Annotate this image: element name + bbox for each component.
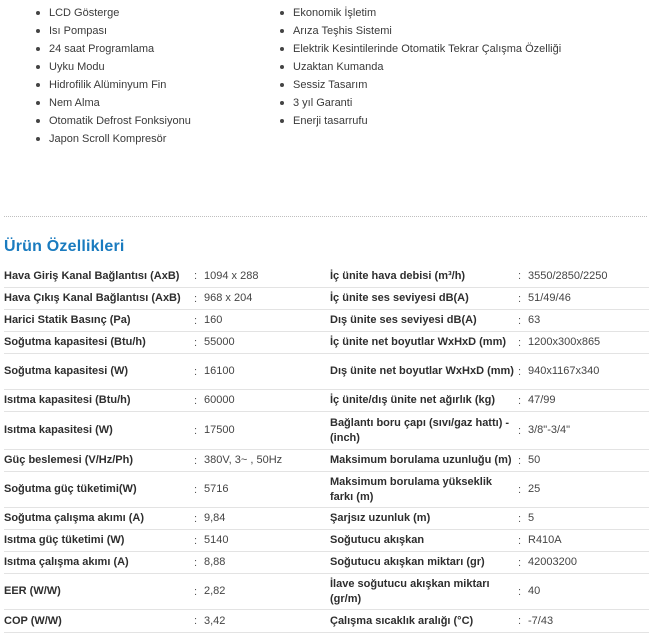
- spec-separator: :: [518, 483, 522, 496]
- spec-cell-left: [4, 265, 326, 287]
- spec-separator: :: [194, 454, 198, 467]
- feature-label: Nem Alma: [49, 97, 100, 109]
- spec-label: İç ünite net boyutlar WxHxD (mm): [330, 336, 507, 348]
- feature-item: [280, 58, 561, 76]
- feature-item: [280, 22, 561, 40]
- spec-row: [4, 450, 649, 472]
- bullet-icon: [36, 137, 40, 141]
- bullet-icon: [280, 47, 284, 51]
- spec-separator: :: [518, 424, 522, 437]
- spec-label: Dış ünite ses seviyesi dB(A): [330, 314, 477, 326]
- spec-label: Güç beslemesi (V/Hz/Ph): [4, 454, 133, 466]
- spec-label: Isıtma güç tüketimi (W): [4, 534, 125, 546]
- features-section: [0, 0, 651, 150]
- feature-item: [36, 112, 191, 130]
- spec-value: 1094 x 288: [204, 269, 259, 282]
- spec-cell-right: [326, 288, 649, 309]
- bullet-icon: [36, 65, 40, 69]
- spec-cell-left: [4, 530, 326, 551]
- spec-cell-right: [326, 610, 649, 632]
- spec-value: 5: [528, 512, 535, 524]
- spec-cell-right: [326, 472, 649, 507]
- spec-cell-left: [4, 508, 326, 529]
- bullet-icon: [36, 47, 40, 51]
- bullet-icon: [36, 11, 40, 15]
- bullet-icon: [280, 83, 284, 87]
- spec-cell-right: [326, 310, 649, 331]
- feature-item: [280, 4, 561, 22]
- feature-label: Enerji tasarrufu: [293, 115, 368, 127]
- spec-value: 1200x300x865: [528, 336, 601, 348]
- spec-separator: :: [518, 556, 522, 569]
- spec-row: [4, 472, 649, 508]
- spec-row: [4, 552, 649, 574]
- spec-cell-right: [326, 390, 649, 411]
- spec-separator: :: [518, 270, 522, 282]
- spec-label: Şarjsız uzunluk (m): [330, 512, 431, 524]
- spec-value: 51/49/46: [528, 292, 571, 304]
- feature-item: [36, 76, 191, 94]
- feature-item: [36, 40, 191, 58]
- spec-value: 380V, 3~ , 50Hz: [204, 454, 283, 466]
- spec-cell-left: [4, 332, 326, 353]
- spec-value: 968 x 204: [204, 292, 253, 304]
- spec-label: COP (W/W): [4, 614, 62, 627]
- spec-separator: :: [194, 512, 198, 525]
- spec-label: Soğutucu akışkan: [330, 534, 425, 546]
- spec-separator: :: [194, 534, 198, 547]
- spec-value: 5716: [204, 483, 229, 495]
- feature-label: Elektrik Kesintilerinde Otomatik Tekrar Çalışma Özelliği: [293, 43, 562, 55]
- spec-value: 9,84: [204, 512, 226, 524]
- features-list-left: [36, 4, 191, 148]
- spec-cell-left: [4, 354, 326, 389]
- spec-value: 55000: [204, 336, 235, 348]
- spec-row: [4, 354, 649, 390]
- spec-separator: :: [194, 365, 198, 378]
- spec-separator: :: [518, 512, 522, 525]
- spec-value: 16100: [204, 365, 235, 377]
- spec-label: Maksimum borulama uzunluğu (m): [330, 454, 512, 466]
- feature-label: Ekonomik İşletim: [293, 7, 377, 19]
- spec-cell-left: [4, 450, 326, 471]
- spec-separator: :: [194, 292, 198, 305]
- specs-table: [4, 265, 649, 633]
- feature-label: Sessiz Tasarım: [293, 79, 368, 91]
- spec-label: Soğutma kapasitesi (W): [4, 365, 129, 377]
- spec-separator: :: [194, 556, 198, 569]
- spec-label: Isıtma kapasitesi (Btu/h): [4, 394, 131, 406]
- bullet-icon: [280, 29, 284, 33]
- spec-label: Maksimum borulama yükseklik farkı (m): [330, 475, 493, 503]
- spec-separator: :: [194, 424, 198, 437]
- spec-value: 40: [528, 585, 541, 597]
- spec-separator: :: [194, 270, 198, 282]
- spec-separator: :: [194, 314, 198, 327]
- section-divider: [4, 216, 647, 217]
- spec-cell-left: [4, 390, 326, 411]
- section-title: Ürün Özellikleri: [4, 238, 125, 255]
- spec-cell-right: [326, 265, 649, 287]
- spec-label: Isıtma kapasitesi (W): [4, 424, 113, 436]
- spec-cell-left: [4, 412, 326, 449]
- spec-separator: :: [518, 394, 522, 407]
- spec-separator: :: [194, 585, 198, 598]
- spec-row: [4, 265, 649, 288]
- spec-value: 60000: [204, 394, 235, 406]
- spec-value: 3550/2850/2250: [528, 269, 608, 282]
- spec-separator: :: [518, 336, 522, 349]
- spec-value: 3,42: [204, 614, 226, 627]
- spec-separator: :: [194, 483, 198, 496]
- spec-label: Soğutma çalışma akımı (A): [4, 512, 144, 524]
- bullet-icon: [280, 119, 284, 123]
- spec-value: 8,88: [204, 556, 226, 568]
- feature-label: Uyku Modu: [49, 61, 105, 73]
- spec-row: [4, 530, 649, 552]
- feature-item: [36, 94, 191, 112]
- spec-label: Harici Statik Basınç (Pa): [4, 314, 131, 326]
- spec-value: 2,82: [204, 585, 226, 597]
- spec-value: 940x1167x340: [528, 365, 600, 377]
- bullet-icon: [280, 11, 284, 15]
- spec-separator: :: [194, 615, 198, 627]
- spec-cell-right: [326, 450, 649, 471]
- spec-row: [4, 412, 649, 450]
- spec-cell-left: [4, 552, 326, 573]
- spec-label: Bağlantı boru çapı (sıvı/gaz hattı) -(inch): [330, 416, 510, 444]
- spec-value: 3/8"-3/4": [528, 424, 571, 436]
- bullet-icon: [36, 101, 40, 105]
- spec-row: [4, 310, 649, 332]
- spec-value: 25: [528, 483, 541, 495]
- spec-cell-right: [326, 412, 649, 449]
- spec-separator: :: [194, 336, 198, 349]
- spec-cell-right: [326, 508, 649, 529]
- feature-item: [36, 22, 191, 40]
- spec-value: 5140: [204, 534, 229, 546]
- spec-separator: :: [194, 394, 198, 407]
- spec-label: İlave soğutucu akışkan miktarı (gr/m): [330, 577, 490, 605]
- feature-item: [36, 58, 191, 76]
- spec-cell-right: [326, 530, 649, 551]
- spec-label: Soğutucu akışkan miktarı (gr): [330, 556, 485, 568]
- spec-row: [4, 610, 649, 633]
- feature-label: Japon Scroll Kompresör: [49, 133, 167, 145]
- spec-label: İç ünite ses seviyesi dB(A): [330, 292, 469, 304]
- feature-item: [36, 130, 191, 148]
- spec-separator: :: [518, 534, 522, 547]
- spec-separator: :: [518, 585, 522, 598]
- spec-label: Hava Giriş Kanal Bağlantısı (AxB): [4, 269, 180, 282]
- feature-label: Isı Pompası: [49, 25, 108, 37]
- spec-cell-left: [4, 310, 326, 331]
- spec-label: Soğutma güç tüketimi(W): [4, 483, 137, 495]
- spec-cell-right: [326, 354, 649, 389]
- spec-cell-right: [326, 574, 649, 609]
- spec-separator: :: [518, 314, 522, 327]
- spec-cell-left: [4, 472, 326, 507]
- feature-item: [280, 112, 561, 130]
- spec-row: [4, 574, 649, 610]
- spec-row: [4, 390, 649, 412]
- feature-label: LCD Gösterge: [49, 7, 120, 19]
- bullet-icon: [280, 101, 284, 105]
- feature-label: Uzaktan Kumanda: [293, 61, 384, 73]
- bullet-icon: [36, 83, 40, 87]
- spec-value: R410A: [528, 534, 562, 546]
- spec-cell-right: [326, 552, 649, 573]
- spec-value: 160: [204, 314, 223, 326]
- spec-value: 17500: [204, 424, 235, 436]
- feature-item: [36, 4, 191, 22]
- bullet-icon: [280, 65, 284, 69]
- spec-separator: :: [518, 615, 522, 627]
- spec-cell-right: [326, 332, 649, 353]
- feature-item: [280, 94, 561, 112]
- feature-label: 3 yıl Garanti: [293, 97, 353, 109]
- feature-label: Arıza Teşhis Sistemi: [293, 25, 392, 37]
- feature-item: [280, 76, 561, 94]
- spec-row: [4, 288, 649, 310]
- spec-cell-left: [4, 574, 326, 609]
- spec-value: 50: [528, 454, 541, 466]
- spec-value: 42003200: [528, 556, 577, 568]
- spec-value: 47/99: [528, 394, 556, 406]
- bullet-icon: [36, 29, 40, 33]
- feature-label: Otomatik Defrost Fonksiyonu: [49, 115, 191, 127]
- spec-separator: :: [518, 292, 522, 305]
- spec-value: -7/43: [528, 614, 554, 627]
- spec-row: [4, 332, 649, 354]
- feature-item: [280, 40, 561, 58]
- spec-label: Dış ünite net boyutlar WxHxD (mm): [330, 365, 514, 377]
- spec-label: EER (W/W): [4, 585, 61, 597]
- spec-separator: :: [518, 365, 522, 378]
- spec-value: 63: [528, 314, 541, 326]
- spec-row: [4, 508, 649, 530]
- spec-cell-left: [4, 288, 326, 309]
- features-list-right: [280, 4, 561, 130]
- spec-label: Isıtma çalışma akımı (A): [4, 556, 129, 568]
- spec-label: Hava Çıkış Kanal Bağlantısı (AxB): [4, 292, 181, 304]
- spec-label: İç ünite hava debisi (m³/h): [330, 269, 466, 282]
- spec-separator: :: [518, 454, 522, 467]
- bullet-icon: [36, 119, 40, 123]
- spec-label: Çalışma sıcaklık aralığı (°C): [330, 614, 474, 627]
- feature-label: Hidrofilik Alüminyum Fin: [49, 79, 167, 91]
- spec-label: İç ünite/dış ünite net ağırlık (kg): [330, 394, 496, 406]
- feature-label: 24 saat Programlama: [49, 43, 155, 55]
- spec-label: Soğutma kapasitesi (Btu/h): [4, 336, 146, 348]
- spec-cell-left: [4, 610, 326, 632]
